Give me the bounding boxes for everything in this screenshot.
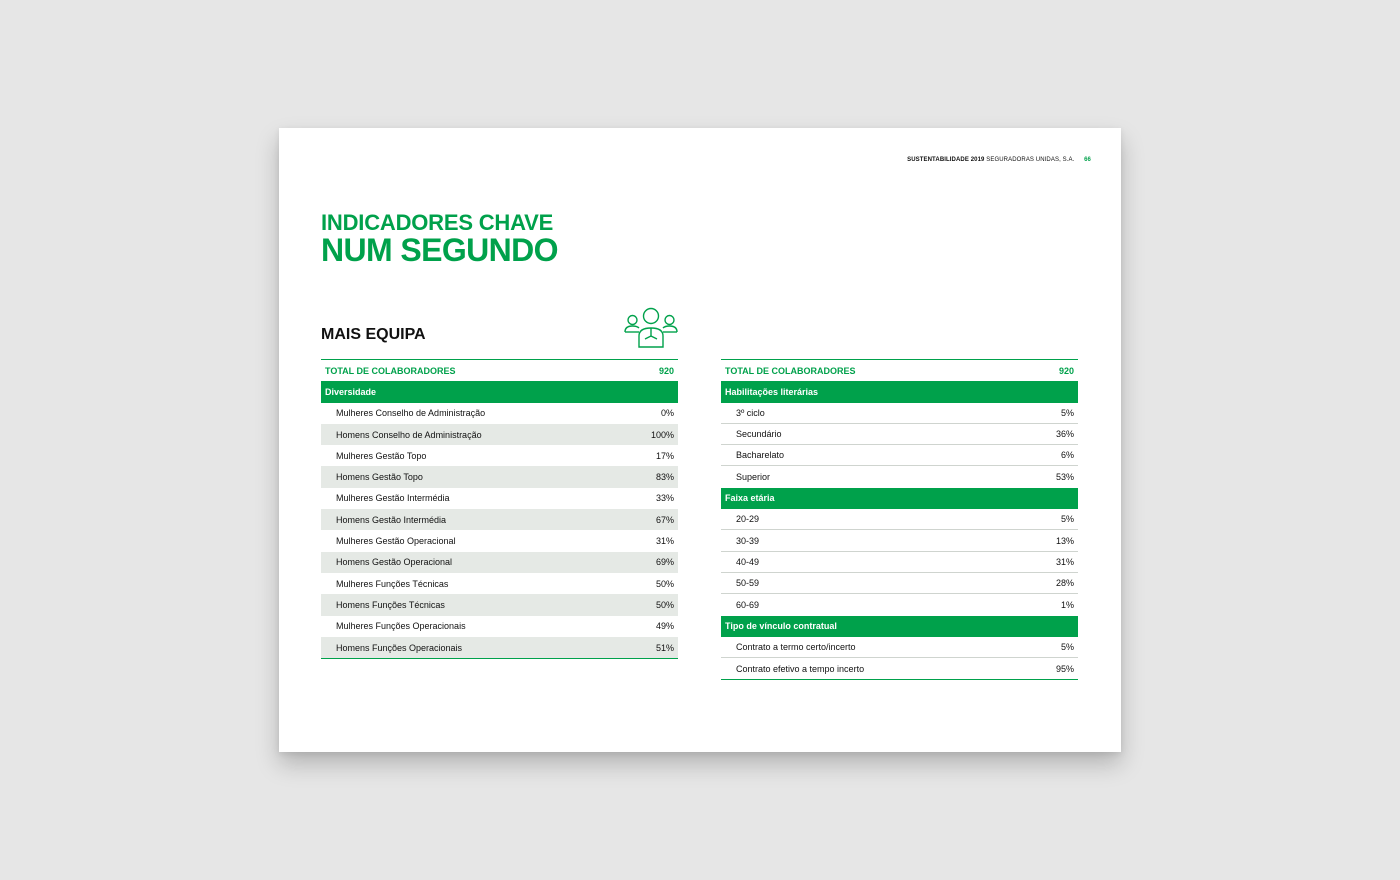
table-row bbox=[321, 594, 678, 615]
row-label: Tipo de vínculo contratual bbox=[725, 621, 837, 632]
row-value: 0% bbox=[660, 408, 674, 419]
row-value: 51% bbox=[655, 642, 674, 653]
row-value: 5% bbox=[1060, 642, 1074, 652]
row-value: 67% bbox=[655, 514, 674, 525]
table-row bbox=[721, 552, 1078, 573]
row-value: 1% bbox=[1060, 599, 1074, 610]
category-header bbox=[721, 381, 1078, 402]
row-label: Contrato efetivo a tempo incerto bbox=[736, 663, 865, 674]
row-label: 60-69 bbox=[736, 599, 760, 610]
row-label: 30-39 bbox=[736, 535, 760, 546]
row-label: Habilitações literárias bbox=[725, 386, 819, 397]
row-label: Homens Gestão Intermédia bbox=[336, 514, 447, 525]
row-label: Mulheres Gestão Operacional bbox=[336, 536, 456, 547]
row-value: 17% bbox=[655, 450, 674, 461]
total-row bbox=[321, 360, 678, 381]
row-label: 50-59 bbox=[736, 578, 760, 589]
table-row bbox=[721, 530, 1078, 551]
education-age-contract-table bbox=[721, 359, 1078, 680]
row-value: 6% bbox=[1060, 450, 1074, 461]
row-label: Mulheres Conselho de Administração bbox=[336, 408, 486, 419]
row-label: Homens Gestão Topo bbox=[336, 472, 423, 483]
row-label: Homens Conselho de Administração bbox=[336, 429, 482, 440]
row-label: Bacharelato bbox=[736, 450, 785, 461]
total-value: 920 bbox=[658, 365, 674, 376]
table-row bbox=[321, 488, 678, 509]
table-row bbox=[721, 594, 1078, 615]
table-row bbox=[321, 573, 678, 594]
table-row bbox=[321, 616, 678, 637]
row-value: 49% bbox=[655, 621, 674, 632]
table-row bbox=[721, 637, 1078, 658]
table-row bbox=[721, 466, 1078, 487]
table-row bbox=[721, 509, 1078, 530]
total-value: 920 bbox=[1058, 365, 1074, 376]
row-label: Mulheres Gestão Topo bbox=[336, 450, 427, 461]
row-value: 95% bbox=[1055, 663, 1074, 674]
row-label: Mulheres Gestão Intermédia bbox=[336, 493, 450, 504]
row-label: 20-29 bbox=[736, 514, 760, 525]
row-value: 5% bbox=[1060, 514, 1074, 525]
running-header bbox=[907, 157, 1091, 163]
company-name: SEGURADORAS UNIDAS, S.A. bbox=[986, 157, 1075, 163]
page-title-line1: INDICADORES CHAVE bbox=[321, 210, 554, 235]
row-label: 40-49 bbox=[736, 556, 760, 567]
category-header bbox=[721, 616, 1078, 637]
table-row bbox=[321, 637, 678, 658]
row-label: Mulheres Funções Operacionais bbox=[336, 621, 466, 632]
row-value: 5% bbox=[1060, 407, 1074, 418]
right-groups bbox=[721, 381, 1078, 679]
row-value: 53% bbox=[1055, 472, 1074, 483]
row-label: Secundário bbox=[736, 429, 782, 440]
report-page bbox=[279, 128, 1121, 752]
table-row bbox=[721, 573, 1078, 594]
row-label: Superior bbox=[736, 472, 771, 483]
table-row bbox=[321, 403, 678, 424]
table-row bbox=[321, 530, 678, 551]
page-title-line2: NUM SEGUNDO bbox=[321, 232, 558, 268]
report-name: SUSTENTABILIDADE 2019 bbox=[907, 157, 985, 163]
total-label: TOTAL DE COLABORADORES bbox=[325, 365, 456, 376]
section-title: MAIS EQUIPA bbox=[321, 326, 426, 343]
row-label: Homens Funções Operacionais bbox=[336, 642, 463, 653]
row-label: Faixa etária bbox=[725, 493, 775, 504]
row-value: 50% bbox=[655, 599, 674, 610]
table-row bbox=[721, 658, 1078, 679]
row-value: 31% bbox=[655, 536, 674, 547]
table-row bbox=[321, 466, 678, 487]
row-label: Contrato a termo certo/incerto bbox=[736, 642, 856, 652]
table-row bbox=[321, 509, 678, 530]
table-row bbox=[321, 552, 678, 573]
row-value: 13% bbox=[1055, 535, 1074, 546]
table-row bbox=[321, 424, 678, 445]
row-value: 69% bbox=[655, 557, 674, 568]
diversity-table bbox=[321, 359, 678, 659]
total-row bbox=[721, 360, 1078, 381]
diversity-rows bbox=[321, 403, 678, 659]
table-row bbox=[721, 445, 1078, 466]
row-value: 100% bbox=[650, 429, 674, 440]
row-value: 36% bbox=[1055, 429, 1074, 440]
row-value: 83% bbox=[655, 472, 674, 483]
table-row bbox=[721, 424, 1078, 445]
row-label: Homens Funções Técnicas bbox=[336, 599, 445, 610]
row-label: Mulheres Funções Técnicas bbox=[336, 578, 449, 589]
row-value: 31% bbox=[1055, 556, 1074, 567]
row-value: 50% bbox=[655, 578, 674, 589]
table-row bbox=[321, 445, 678, 466]
row-label: 3º ciclo bbox=[736, 407, 765, 418]
page-number: 66 bbox=[1084, 157, 1091, 163]
category-label: Diversidade bbox=[325, 386, 377, 397]
row-value: 28% bbox=[1055, 578, 1074, 589]
team-icon bbox=[623, 306, 679, 350]
row-label: Homens Gestão Operacional bbox=[336, 557, 453, 568]
row-value: 33% bbox=[655, 493, 674, 504]
table-row bbox=[721, 403, 1078, 424]
category-header bbox=[721, 488, 1078, 509]
category-header bbox=[321, 381, 678, 402]
total-label: TOTAL DE COLABORADORES bbox=[725, 365, 856, 376]
